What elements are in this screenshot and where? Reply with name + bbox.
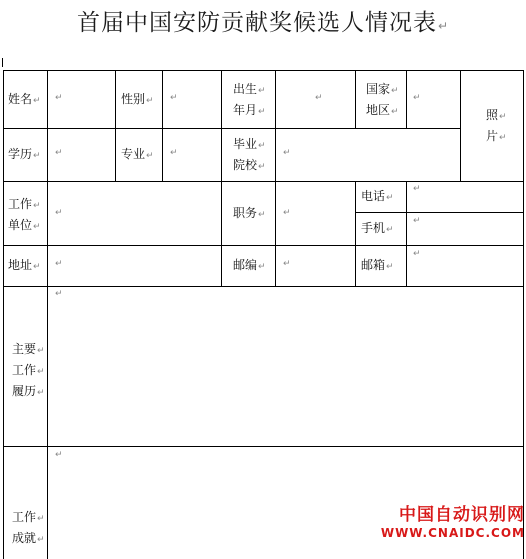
table-rule: [355, 70, 356, 129]
label-employer-line: 工作↵: [8, 197, 41, 211]
label-position-line: 职务↵: [233, 206, 266, 220]
label-country: [366, 80, 399, 122]
table-rule: [3, 286, 524, 287]
address-value[interactable]: ↵: [55, 259, 63, 269]
label-address-line: 地址↵: [8, 258, 41, 272]
email-value[interactable]: ↵: [413, 249, 421, 259]
label-resume-line: 主要↵: [12, 342, 45, 356]
label-gender-line: 性别↵: [121, 92, 154, 106]
education-value[interactable]: ↵: [55, 148, 63, 158]
label-email: [361, 256, 394, 277]
label-mobile: [361, 219, 394, 240]
label-postcode-line: 邮编↵: [233, 258, 266, 272]
label-resume: [12, 340, 45, 403]
employer-value[interactable]: ↵: [55, 208, 63, 218]
table-rule: [162, 70, 163, 182]
label-birth-line: 出生↵: [233, 82, 266, 96]
watermark: [355, 505, 525, 541]
label-gender: [121, 90, 154, 111]
table-rule: [3, 128, 461, 129]
school-value[interactable]: ↵: [283, 148, 291, 158]
edge-mark: [2, 58, 3, 67]
label-school: [233, 135, 266, 177]
label-birth: [233, 80, 266, 122]
watermark-cn: 中国自动识别网: [399, 505, 525, 525]
label-employer: [8, 195, 41, 237]
table-rule: [47, 70, 48, 559]
major-value[interactable]: ↵: [170, 148, 178, 158]
label-employer-line: 单位↵: [8, 218, 41, 232]
birth-value[interactable]: ↵: [315, 93, 323, 103]
resume-value[interactable]: ↵: [55, 289, 63, 299]
gender-value[interactable]: ↵: [170, 93, 178, 103]
label-email-line: 邮箱↵: [361, 258, 394, 272]
label-achievements-line: 成就↵: [12, 531, 45, 545]
country-value[interactable]: ↵: [413, 93, 421, 103]
label-phone-line: 电话↵: [361, 189, 394, 203]
name-value[interactable]: ↵: [55, 93, 63, 103]
postcode-value[interactable]: ↵: [283, 259, 291, 269]
label-birth-line: 年月↵: [233, 103, 266, 117]
table-rule: [3, 446, 524, 447]
watermark-en: WWW.CNAIDC.COM: [380, 526, 525, 540]
label-country-line: 国家↵: [366, 82, 399, 96]
table-rule: [355, 212, 524, 213]
achievements-value[interactable]: ↵: [55, 450, 63, 460]
label-education: [8, 145, 41, 166]
table-border-right: [523, 70, 524, 559]
label-major-line: 专业↵: [121, 147, 154, 161]
table-rule: [460, 70, 461, 182]
label-phone: [361, 187, 394, 208]
table-border-left: [3, 70, 4, 559]
table-rule: [406, 70, 407, 129]
table-rule: [3, 245, 524, 246]
table-rule: [406, 181, 407, 287]
label-major: [121, 145, 154, 166]
table-rule: [3, 181, 524, 182]
label-country-line: 地区↵: [366, 103, 399, 117]
table-rule: [221, 70, 222, 287]
label-photo-line: 照↵: [486, 108, 507, 122]
label-resume-line: 工作↵: [12, 363, 45, 377]
label-photo-line: 片↵: [486, 129, 507, 143]
label-name-line: 姓名↵: [8, 92, 41, 106]
label-education-line: 学历↵: [8, 147, 41, 161]
form-title: 首届中国安防贡献奖候选人情况表↵: [76, 10, 450, 36]
label-address: [8, 256, 41, 277]
table-border-top: [3, 70, 524, 71]
mobile-value[interactable]: ↵: [413, 216, 421, 226]
label-school-line: 毕业↵: [233, 137, 266, 151]
position-value[interactable]: ↵: [283, 208, 291, 218]
label-mobile-line: 手机↵: [361, 221, 394, 235]
label-name: [8, 90, 41, 111]
table-rule: [115, 70, 116, 182]
label-position: [233, 204, 266, 225]
phone-value[interactable]: ↵: [413, 184, 421, 194]
label-school-line: 院校↵: [233, 158, 266, 172]
label-resume-line: 履历↵: [12, 384, 45, 398]
label-achievements: [12, 508, 45, 550]
label-postcode: [233, 256, 266, 277]
label-achievements-line: 工作↵: [12, 510, 45, 524]
label-photo: [486, 106, 507, 148]
table-rule: [355, 181, 356, 287]
table-rule: [275, 70, 276, 287]
